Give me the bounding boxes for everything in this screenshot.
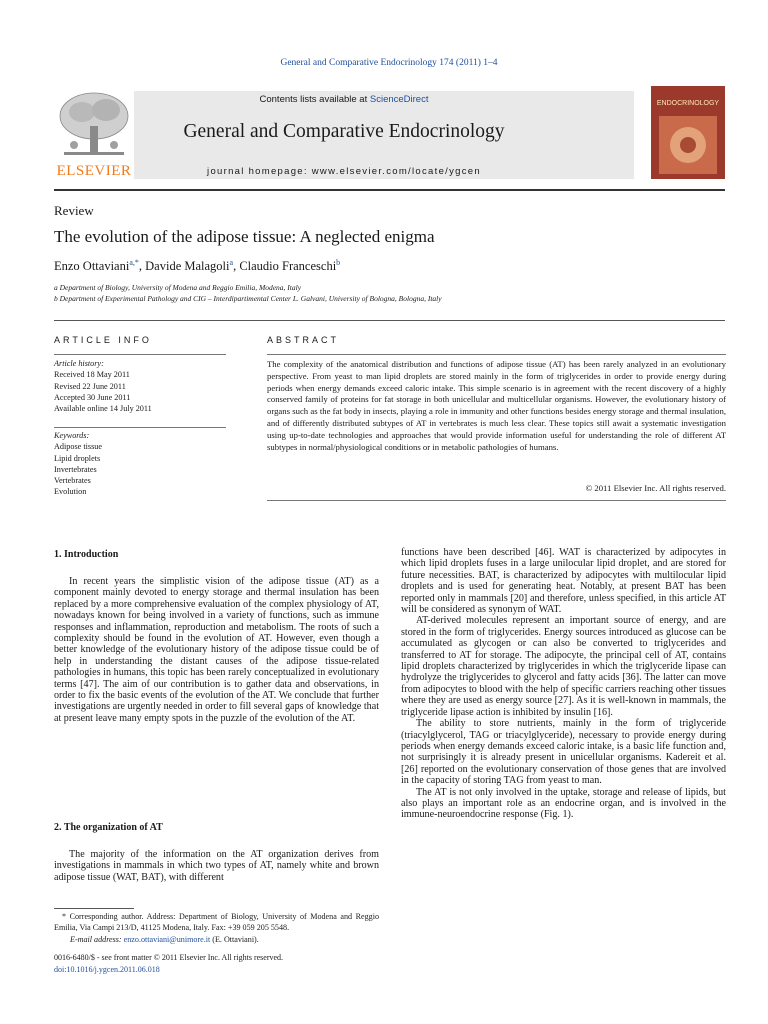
email-suffix: (E. Ottaviani).: [210, 934, 259, 944]
keywords-label: Keywords:: [54, 431, 90, 440]
article-history: [54, 358, 226, 414]
cover-image-icon: [659, 116, 717, 174]
abstract-heading: ABSTRACT: [267, 335, 340, 345]
history-entry: Available online 14 July 2011: [54, 404, 152, 414]
keyword: Adipose tissue: [54, 442, 102, 452]
contents-prefix: Contents lists available at: [259, 94, 370, 105]
author-separator: ,: [233, 259, 240, 274]
article-info-divider: [54, 354, 226, 355]
introduction-body: [54, 576, 379, 724]
author-affiliation-marker[interactable]: a: [229, 258, 234, 267]
sciencedirect-link[interactable]: ScienceDirect: [369, 94, 429, 105]
history-entry: Accepted 30 June 2011: [54, 392, 131, 402]
keywords-block: [54, 430, 226, 498]
introduction-paragraph: In recent years the simplistic vision of the adipose tissue (AT) as a component mainly devoted to energy storage and thermal insulation has been replaced by a more comprehensive evaluation of the complex physiology of AT, nowadays known for being involved in a variety of functions, such as immune responses and inflammation, reproduction and metabolism. The roots of such a complexity should be found in the evolution of AT. However, even though a better knowledge of the evolutionary history of the adipose tissue could be of help in understanding the distant causes of the adipose tissue-related pathologies in humans, this topic has been rarely conceptualized in evolutionary terms [47]. The aim of our contribution is to gather data and observations, in order to fix the basic events of the evolution of the AT. We conclude that further investigations are urgently needed in order to fill several gaps of knowledge that at present leave many empty spots in the puzzle of the evolution of the AT.: [54, 576, 379, 724]
author-affiliation-marker[interactable]: b: [336, 258, 341, 267]
keyword-list: [54, 441, 226, 497]
author-name: Claudio Franceschi: [239, 259, 337, 274]
body-paragraph: The AT is not only involved in the uptake, storage and release of lipids, but also plays an important role as an endocrine organ, and is involved in the immune-neuroendocrine response (Fig. 1).: [401, 786, 726, 821]
article-title: The evolution of the adipose tissue: A neglected enigma: [54, 227, 435, 246]
author-name: Davide Malagoli: [145, 259, 230, 274]
affiliation-a: a Department of Biology, University of Modena and Reggio Emilia, Modena, Italy: [54, 283, 302, 292]
abstract-copyright: © 2011 Elsevier Inc. All rights reserved.: [585, 483, 726, 493]
section-heading-organization: 2. The organization of AT: [54, 822, 163, 833]
elsevier-logo: [54, 90, 134, 180]
issn-block: [54, 952, 283, 975]
corresponding-author-footnote: [54, 908, 379, 945]
corresponding-address: * Corresponding author. Address: Department of Biology, University of Modena and Reggio Emilia, Via Campi 213/D, 41125 Modena, Italy. Fax: +39 059 205 5548.: [54, 912, 379, 933]
cover-title: ENDOCRINOLOGY: [656, 100, 720, 107]
history-label: Article history:: [54, 359, 104, 368]
author-affiliation-marker[interactable]: a,*: [129, 258, 139, 267]
email-label: E-mail address:: [70, 934, 124, 944]
journal-header-banner: [54, 91, 634, 179]
abstract-bottom-divider: [267, 500, 726, 501]
section-heading-introduction: 1. Introduction: [54, 549, 119, 560]
history-entry: Revised 22 June 2011: [54, 381, 126, 391]
email-link[interactable]: enzo.ottaviani@unimore.it: [123, 934, 211, 944]
tree-icon: [54, 90, 134, 160]
article-type: Review: [54, 203, 94, 218]
organization-paragraph: The majority of the information on the AT organization derives from investigations in mammals in which two types of AT, namely white and brown adipose tissue (WAT, BAT), with different: [54, 849, 379, 883]
keyword: Vertebrates: [54, 476, 91, 486]
organization-body: [54, 849, 379, 883]
journal-cover-thumbnail[interactable]: [651, 86, 725, 179]
affiliation-divider: [54, 320, 725, 321]
abstract-divider: [267, 354, 726, 355]
issn-line: 0016-6480/$ - see front matter © 2011 Elsevier Inc. All rights reserved.: [54, 953, 284, 962]
journal-reference[interactable]: General and Comparative Endocrinology 174 (2011) 1–4: [280, 58, 498, 68]
affiliation-b: b Department of Experimental Pathology and CIG – Interdipartimental Center L. Galvani, University of Bologna, Bologna, Italy: [54, 294, 442, 303]
abstract-text: The complexity of the anatomical distribution and functions of adipose tissue (AT) has been rarely analyzed in an evolutionary perspective. From yeast to man lipid droplets are stored mainly in the form of triglycerides in order to provide energy during periods when energy demands exceed caloric intake. This simple scenario is in agreement with the recent discovery of a highly conserved family of proteins for fat storage in both unicellular and multicellular organisms. However, the evolutionary history of organs such as the fat body in insects, playing a role in immunity and other functions besides energy storage and thermal insulation, and of differently distributed subtypes of AT in vertebrates is much less clear. These topics still await a systematic investigation using up-to-date technologies and approaches that would provide information useful for understanding the role of different AT subtypes in normal/physiological conditions or in metabolic pathologies of humans.: [267, 359, 726, 452]
doi-link[interactable]: doi:10.1016/j.ygcen.2011.06.018: [54, 964, 160, 974]
author-list: [54, 258, 340, 274]
keyword: Evolution: [54, 487, 87, 497]
author-separator: ,: [138, 259, 146, 274]
header-divider: [54, 189, 725, 191]
author-name: Enzo Ottaviani: [54, 259, 130, 274]
journal-title: General and Comparative Endocrinology: [183, 121, 505, 142]
body-paragraph: AT-derived molecules represent an important source of energy, and are stored in the form of triglycerides. Energy sources introduced as glucose can be accumulated as glycogen or can also be converted to triglycerides and transferred to AT for storage. The adipocyte, the principal cell of AT, contains lipid droplets characterized by triglycerides in which the triglyceride lipase can hydrolyze the triglycerides to glycerol and fatty acids [36]. The latter can move from adipocytes to blood with the help of specific carriers reaching other tissues where they are used as energy source [27]. As it is well-known in mammals, the triglyceride lipase action is inhibited by insulin [16].: [401, 615, 726, 718]
body-paragraph: functions have been described [46]. WAT is characterized by adipocytes in which lipid droplets fuses in a large unilocular lipid droplet, and are stored for future necessities. BAT, is characterized by adipocytes with multilocular lipid droplets and is used for generating heat. Notably, at present BAT has been reported only in mammals [20] and therefore, unless specified, in this article AT will be considered as synonym of WAT.: [401, 547, 726, 616]
body-paragraph: The ability to store nutrients, mainly in the form of triglyceride (triacylglycerol, TAG or triacylglyceride), necessary to provide energy during periods when energy demands exceed caloric intake, is a basic life function and, not surprisingly it is already present in unicellular organisms. Kadereit et al. [26] reported on the evolutionary conservation of those genes that are involved in the capacity of storing TAG from yeast to man.: [401, 718, 726, 787]
right-column-body: [401, 547, 726, 821]
history-entry: Received 18 May 2011: [54, 370, 130, 380]
keyword: Lipid droplets: [54, 453, 101, 463]
keyword: Invertebrates: [54, 464, 97, 474]
article-info-heading: ARTICLE INFO: [54, 335, 152, 345]
history-list: [54, 369, 226, 414]
elsevier-wordmark: ELSEVIER: [56, 163, 132, 179]
keywords-divider: [54, 427, 226, 428]
contents-line: [54, 94, 634, 105]
journal-homepage[interactable]: journal homepage: www.elsevier.com/locate/ygcen: [207, 166, 481, 177]
